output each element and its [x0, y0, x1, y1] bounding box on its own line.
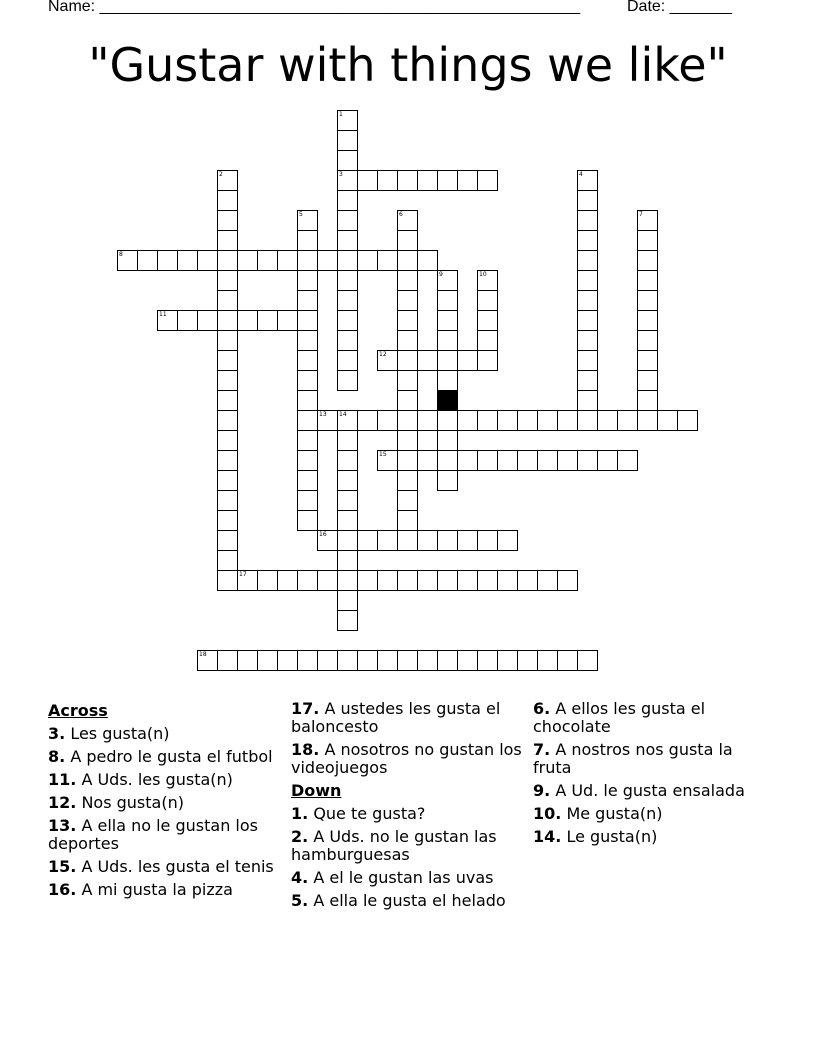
- grid-cell[interactable]: [577, 390, 598, 411]
- grid-cell[interactable]: [337, 290, 358, 311]
- grid-cell[interactable]: [337, 650, 358, 671]
- cell-number: 6: [399, 211, 403, 218]
- grid-cell[interactable]: [417, 530, 438, 551]
- grid-cell[interactable]: [217, 310, 238, 331]
- grid-cell[interactable]: [457, 350, 478, 371]
- grid-cell[interactable]: [217, 290, 238, 311]
- grid-cell[interactable]: [417, 350, 438, 371]
- grid-cell[interactable]: [337, 370, 358, 391]
- grid-cell[interactable]: [297, 450, 318, 471]
- grid-cell[interactable]: [477, 410, 498, 431]
- grid-cell[interactable]: [397, 290, 418, 311]
- grid-cell[interactable]: [337, 210, 358, 231]
- grid-cell[interactable]: [337, 570, 358, 591]
- grid-cell[interactable]: [237, 650, 258, 671]
- grid-cell[interactable]: [577, 450, 598, 471]
- grid-cell[interactable]: [417, 650, 438, 671]
- grid-cell[interactable]: [217, 530, 238, 551]
- grid-cell[interactable]: [577, 250, 598, 271]
- grid-cell[interactable]: [397, 370, 418, 391]
- cell-number: 11: [159, 311, 167, 318]
- grid-cell[interactable]: [637, 410, 658, 431]
- grid-cell[interactable]: [577, 410, 598, 431]
- grid-cell[interactable]: [297, 230, 318, 251]
- clue-down-6: 6. A ellos les gusta el chocolate: [533, 699, 706, 736]
- grid-cell[interactable]: [497, 410, 518, 431]
- grid-cell[interactable]: [357, 650, 378, 671]
- grid-cell[interactable]: [577, 650, 598, 671]
- grid-cell[interactable]: [237, 310, 258, 331]
- grid-cell[interactable]: [217, 570, 238, 591]
- grid-cell[interactable]: [477, 350, 498, 371]
- clue-column-1: [48, 700, 283, 899]
- grid-cell[interactable]: [337, 550, 358, 571]
- grid-cell[interactable]: [377, 170, 398, 191]
- grid-cell[interactable]: [337, 310, 358, 331]
- cell-number: 10: [479, 271, 487, 278]
- grid-cell[interactable]: [397, 390, 418, 411]
- clue-down-7: 7. A nostros nos gusta la fruta: [533, 740, 733, 777]
- grid-cell[interactable]: [477, 170, 498, 191]
- grid-cell[interactable]: [357, 570, 378, 591]
- cell-number: 15: [379, 451, 387, 458]
- grid-cell[interactable]: [217, 390, 238, 411]
- grid-cell[interactable]: [337, 190, 358, 211]
- clue-down-9: 9. A Ud. le gusta ensalada: [533, 781, 745, 800]
- clue-across-17: 17. A ustedes les gusta el baloncesto: [291, 699, 501, 736]
- grid-cell[interactable]: [337, 530, 358, 551]
- clue-column-3: [533, 700, 763, 846]
- grid-cell[interactable]: [297, 270, 318, 291]
- cell-number: 3: [339, 171, 343, 178]
- cell-number: 5: [299, 211, 303, 218]
- grid-cell[interactable]: [177, 310, 198, 331]
- grid-cell[interactable]: [217, 190, 238, 211]
- grid-cell[interactable]: [637, 230, 658, 251]
- grid-cell[interactable]: [297, 510, 318, 531]
- grid-cell[interactable]: [397, 270, 418, 291]
- grid-cell[interactable]: [337, 130, 358, 151]
- grid-cell[interactable]: [617, 450, 638, 471]
- grid-cell[interactable]: [337, 490, 358, 511]
- grid-cell[interactable]: [577, 350, 598, 371]
- grid-cell[interactable]: [297, 410, 318, 431]
- grid-cell[interactable]: [237, 250, 258, 271]
- grid-cell[interactable]: [497, 450, 518, 471]
- grid-cell[interactable]: [317, 250, 338, 271]
- grid-cell[interactable]: [457, 410, 478, 431]
- grid-cell[interactable]: [537, 450, 558, 471]
- grid-cell[interactable]: [197, 650, 218, 671]
- grid-cell[interactable]: [417, 410, 438, 431]
- grid-cell[interactable]: [477, 530, 498, 551]
- grid-cell[interactable]: [297, 490, 318, 511]
- grid-cell[interactable]: [377, 570, 398, 591]
- cell-number: 14: [339, 411, 347, 418]
- grid-cell[interactable]: [557, 450, 578, 471]
- grid-cell[interactable]: [437, 530, 458, 551]
- grid-cell[interactable]: [537, 570, 558, 591]
- grid-cell[interactable]: [597, 450, 618, 471]
- grid-cell[interactable]: [397, 330, 418, 351]
- grid-cell[interactable]: [457, 170, 478, 191]
- grid-cell[interactable]: [317, 650, 338, 671]
- grid-cell[interactable]: [217, 650, 238, 671]
- grid-cell[interactable]: [397, 450, 418, 471]
- grid-cell[interactable]: [577, 310, 598, 331]
- grid-cell[interactable]: [297, 370, 318, 391]
- grid-cell[interactable]: [477, 450, 498, 471]
- grid-cell[interactable]: [217, 510, 238, 531]
- grid-cell[interactable]: [437, 170, 458, 191]
- grid-cell[interactable]: [337, 330, 358, 351]
- grid-cell[interactable]: [657, 410, 678, 431]
- grid-cell[interactable]: [457, 530, 478, 551]
- grid-cell[interactable]: [217, 210, 238, 231]
- grid-cell[interactable]: [277, 570, 298, 591]
- grid-cell[interactable]: [457, 450, 478, 471]
- grid-cell[interactable]: [177, 250, 198, 271]
- grid-cell[interactable]: [217, 370, 238, 391]
- grid-cell[interactable]: [217, 550, 238, 571]
- grid-cell[interactable]: [677, 410, 698, 431]
- grid-cell[interactable]: [577, 170, 598, 191]
- grid-cell[interactable]: [397, 490, 418, 511]
- grid-cell[interactable]: [477, 330, 498, 351]
- clue-down-5: 5. A ella le gusta el helado: [291, 891, 506, 910]
- grid-cell[interactable]: [397, 430, 418, 451]
- grid-cell[interactable]: [517, 450, 538, 471]
- grid-cell[interactable]: [397, 470, 418, 491]
- down-heading: Down: [291, 781, 342, 800]
- name-field-label[interactable]: Name: ______________________________________________________: [48, 0, 581, 15]
- grid-cell[interactable]: [297, 570, 318, 591]
- grid-cell[interactable]: [257, 310, 278, 331]
- cell-number: 2: [219, 171, 223, 178]
- grid-cell[interactable]: [637, 210, 658, 231]
- clue-column-2: [291, 700, 526, 910]
- grid-cell[interactable]: [577, 330, 598, 351]
- grid-cell[interactable]: [337, 270, 358, 291]
- grid-cell[interactable]: [417, 250, 438, 271]
- clue-across-16: 16. A mi gusta la pizza: [48, 880, 233, 899]
- grid-cell[interactable]: [417, 450, 438, 471]
- clue-across-3: 3. Les gusta(n): [48, 724, 170, 743]
- grid-cell[interactable]: [377, 250, 398, 271]
- grid-cell[interactable]: [137, 250, 158, 271]
- grid-cell[interactable]: [257, 250, 278, 271]
- grid-cell[interactable]: [217, 330, 238, 351]
- grid-cell[interactable]: [557, 650, 578, 671]
- grid-cell[interactable]: [577, 190, 598, 211]
- grid-cell[interactable]: [357, 410, 378, 431]
- grid-cell[interactable]: [337, 410, 358, 431]
- grid-cell[interactable]: [297, 390, 318, 411]
- grid-cell[interactable]: [437, 430, 458, 451]
- grid-cell[interactable]: [437, 410, 458, 431]
- grid-cell[interactable]: [277, 650, 298, 671]
- grid-cell[interactable]: [297, 430, 318, 451]
- grid-cell[interactable]: [217, 170, 238, 191]
- grid-cell[interactable]: [397, 350, 418, 371]
- clue-down-14: 14. Le gusta(n): [533, 827, 658, 846]
- grid-cell[interactable]: [197, 250, 218, 271]
- grid-cell[interactable]: [577, 210, 598, 231]
- grid-cell[interactable]: [297, 650, 318, 671]
- grid-cell[interactable]: [637, 370, 658, 391]
- grid-cell[interactable]: [637, 250, 658, 271]
- grid-cell[interactable]: [497, 530, 518, 551]
- grid-cell[interactable]: [217, 450, 238, 471]
- clue-across-18: 18. A nosotros no gustan los videojuegos: [291, 740, 522, 777]
- clue-down-10: 10. Me gusta(n): [533, 804, 663, 823]
- cell-number: 7: [639, 211, 643, 218]
- grid-cell[interactable]: [217, 350, 238, 371]
- grid-cell[interactable]: [397, 250, 418, 271]
- grid-cell[interactable]: [397, 530, 418, 551]
- grid-cell[interactable]: [617, 410, 638, 431]
- clue-down-4: 4. A el le gustan las uvas: [291, 868, 494, 887]
- grid-cell[interactable]: [337, 590, 358, 611]
- grid-cell[interactable]: [297, 290, 318, 311]
- grid-cell[interactable]: [497, 650, 518, 671]
- grid-cell[interactable]: [637, 350, 658, 371]
- grid-cell[interactable]: [157, 310, 178, 331]
- cell-number: 9: [439, 271, 443, 278]
- grid-cell[interactable]: [517, 650, 538, 671]
- grid-cell[interactable]: [357, 250, 378, 271]
- cell-number: 18: [199, 651, 207, 658]
- grid-cell[interactable]: [437, 570, 458, 591]
- grid-cell[interactable]: [277, 250, 298, 271]
- black-cell: [437, 390, 458, 411]
- clue-across-15: 15. A Uds. les gusta el tenis: [48, 857, 274, 876]
- grid-cell[interactable]: [477, 270, 498, 291]
- grid-cell[interactable]: [337, 230, 358, 251]
- grid-cell[interactable]: [637, 390, 658, 411]
- grid-cell[interactable]: [337, 610, 358, 631]
- grid-cell[interactable]: [217, 490, 238, 511]
- grid-cell[interactable]: [337, 250, 358, 271]
- grid-cell[interactable]: [637, 290, 658, 311]
- grid-cell[interactable]: [417, 170, 438, 191]
- grid-cell[interactable]: [217, 270, 238, 291]
- clue-across-8: 8. A pedro le gusta el futbol: [48, 747, 273, 766]
- grid-cell[interactable]: [437, 270, 458, 291]
- grid-cell[interactable]: [277, 310, 298, 331]
- grid-cell[interactable]: [477, 290, 498, 311]
- grid-cell[interactable]: [457, 650, 478, 671]
- grid-cell[interactable]: [237, 570, 258, 591]
- grid-cell[interactable]: [397, 310, 418, 331]
- grid-cell[interactable]: [577, 290, 598, 311]
- grid-cell[interactable]: [337, 150, 358, 171]
- grid-cell[interactable]: [477, 650, 498, 671]
- grid-cell[interactable]: [557, 410, 578, 431]
- grid-cell[interactable]: [437, 330, 458, 351]
- grid-cell[interactable]: [637, 330, 658, 351]
- grid-cell[interactable]: [157, 250, 178, 271]
- grid-cell[interactable]: [397, 510, 418, 531]
- grid-cell[interactable]: [437, 310, 458, 331]
- grid-cell[interactable]: [377, 410, 398, 431]
- clue-across-12: 12. Nos gusta(n): [48, 793, 184, 812]
- grid-cell[interactable]: [317, 570, 338, 591]
- grid-cell[interactable]: [397, 210, 418, 231]
- page-title: "Gustar with things we like": [88, 38, 728, 92]
- clue-across-13: 13. A ella no le gustan los deportes: [48, 816, 258, 853]
- grid-cell[interactable]: [117, 250, 138, 271]
- grid-cell[interactable]: [217, 470, 238, 491]
- grid-cell[interactable]: [317, 530, 338, 551]
- grid-cell[interactable]: [437, 290, 458, 311]
- grid-cell[interactable]: [597, 410, 618, 431]
- grid-cell[interactable]: [377, 530, 398, 551]
- date-field-label[interactable]: Date: _______: [627, 0, 732, 15]
- grid-cell[interactable]: [517, 410, 538, 431]
- grid-cell[interactable]: [437, 350, 458, 371]
- grid-cell[interactable]: [397, 650, 418, 671]
- grid-cell[interactable]: [517, 570, 538, 591]
- grid-cell[interactable]: [437, 450, 458, 471]
- grid-cell[interactable]: [217, 430, 238, 451]
- cell-number: 17: [239, 571, 247, 578]
- grid-cell[interactable]: [457, 570, 478, 591]
- grid-cell[interactable]: [397, 410, 418, 431]
- grid-cell[interactable]: [297, 310, 318, 331]
- grid-cell[interactable]: [297, 210, 318, 231]
- cell-number: 8: [119, 251, 123, 258]
- grid-cell[interactable]: [337, 110, 358, 131]
- grid-cell[interactable]: [497, 570, 518, 591]
- cell-number: 1: [339, 111, 343, 118]
- grid-cell[interactable]: [217, 230, 238, 251]
- grid-cell[interactable]: [437, 370, 458, 391]
- grid-cell[interactable]: [377, 450, 398, 471]
- grid-cell[interactable]: [297, 330, 318, 351]
- grid-cell[interactable]: [637, 270, 658, 291]
- clue-down-2: 2. A Uds. no le gustan las hamburguesas: [291, 827, 497, 864]
- grid-cell[interactable]: [537, 410, 558, 431]
- grid-cell[interactable]: [377, 650, 398, 671]
- grid-cell[interactable]: [357, 530, 378, 551]
- across-heading: Across: [48, 701, 108, 720]
- cell-number: 13: [319, 411, 327, 418]
- grid-cell[interactable]: [337, 510, 358, 531]
- grid-cell[interactable]: [337, 430, 358, 451]
- grid-cell[interactable]: [397, 230, 418, 251]
- grid-cell[interactable]: [217, 250, 238, 271]
- grid-cell[interactable]: [397, 170, 418, 191]
- grid-cell[interactable]: [397, 570, 418, 591]
- cell-number: 4: [579, 171, 583, 178]
- grid-cell[interactable]: [317, 410, 338, 431]
- grid-cell[interactable]: [337, 350, 358, 371]
- grid-cell[interactable]: [637, 310, 658, 331]
- grid-cell[interactable]: [337, 450, 358, 471]
- cell-number: 12: [379, 351, 387, 358]
- grid-cell[interactable]: [557, 570, 578, 591]
- grid-cell[interactable]: [357, 170, 378, 191]
- grid-cell[interactable]: [297, 350, 318, 371]
- grid-cell[interactable]: [297, 470, 318, 491]
- grid-cell[interactable]: [417, 570, 438, 591]
- grid-cell[interactable]: [577, 270, 598, 291]
- grid-cell[interactable]: [437, 650, 458, 671]
- grid-cell[interactable]: [337, 470, 358, 491]
- grid-cell[interactable]: [577, 230, 598, 251]
- clue-across-11: 11. A Uds. les gusta(n): [48, 770, 233, 789]
- grid-cell[interactable]: [477, 570, 498, 591]
- cell-number: 16: [319, 531, 327, 538]
- grid-cell[interactable]: [577, 370, 598, 391]
- grid-cell[interactable]: [437, 470, 458, 491]
- grid-cell[interactable]: [537, 650, 558, 671]
- grid-cell[interactable]: [197, 310, 218, 331]
- grid-cell[interactable]: [257, 650, 278, 671]
- grid-cell[interactable]: [337, 170, 358, 191]
- grid-cell[interactable]: [477, 310, 498, 331]
- grid-cell[interactable]: [377, 350, 398, 371]
- grid-cell[interactable]: [297, 250, 318, 271]
- grid-cell[interactable]: [257, 570, 278, 591]
- clue-down-1: 1. Que te gusta?: [291, 804, 426, 823]
- grid-cell[interactable]: [217, 410, 238, 431]
